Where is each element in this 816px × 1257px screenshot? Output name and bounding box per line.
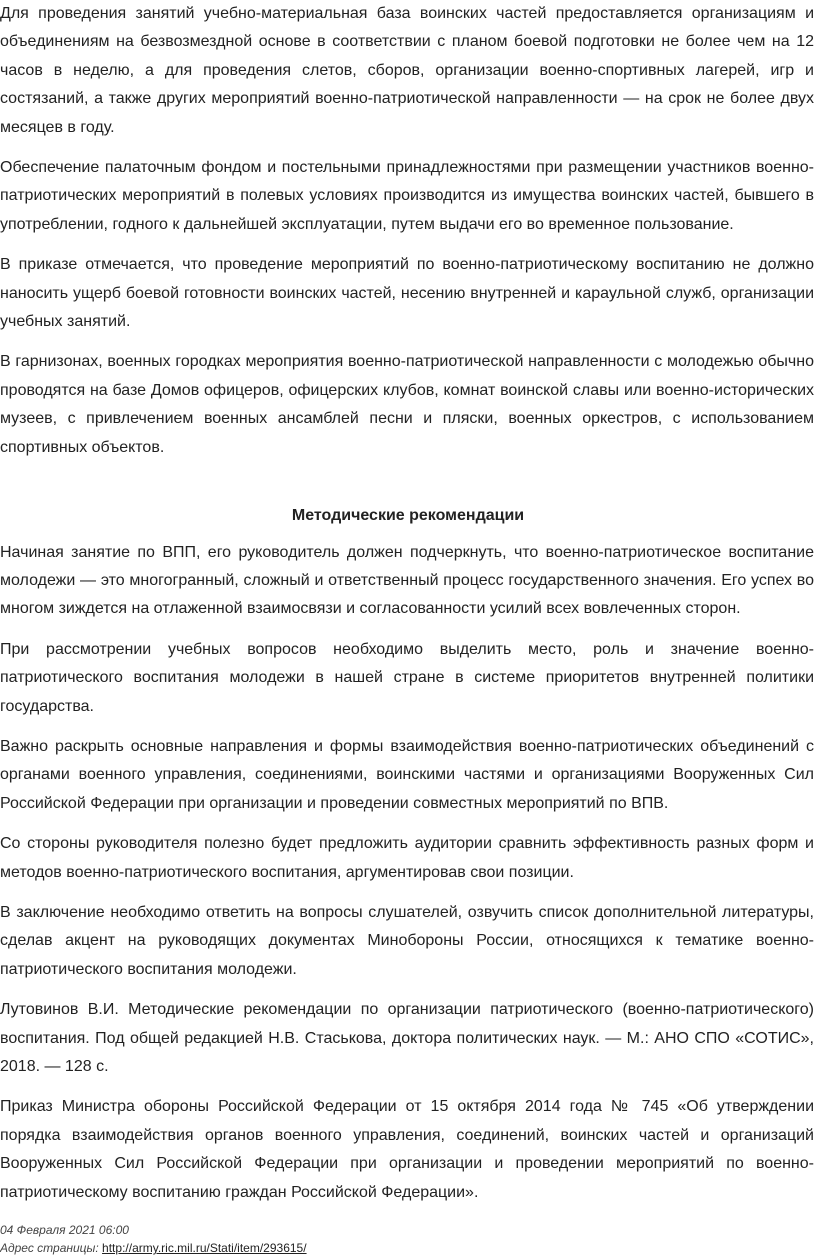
paragraph-gap [0, 818, 816, 830]
paragraph-gap [0, 142, 816, 154]
page-address-label: Адрес страницы: [0, 1241, 99, 1256]
paragraph: В приказе отмечается, что проведение мероприятий по военно-патриотическому воспитанию не должно наносить ущерб боевой готовности воинских частей, несению внутренней и караульной служб, организации учебных занятий. [0, 256, 814, 331]
paragraph: При рассмотрении учебных вопросов необходимо выделить место, роль и значение военно-патриотического воспитания молодежи в нашей стране в системе приоритетов внутренней политики государства. [0, 640, 814, 715]
paragraph-gap [0, 984, 816, 996]
paragraph: Обеспечение палаточным фондом и постельными принадлежностями при размещении участников военно-патриотических мероприятий в полевых условиях производится из имущества воинских частей, бывшего в употреблении, годного к дальнейшей эксплуатации, путем выдачи его во временное пользование. [0, 159, 814, 233]
page-address [0, 1239, 816, 1257]
reference-paragraph: Лутовинов В.И. Методические рекомендации по организации патриотического (военно-патриотического) воспитания. Под общей редакцией Н.В. Стаськова, доктора политических наук. — М.: АНО СПО «СОТИС», 2018. — 128 с. [0, 1001, 814, 1075]
reference-paragraph: Приказ Министра обороны Российской Федерации от 15 октября 2014 года № 745 «Об утверждении порядка взаимодействия органов военного управления, соединений, воинских частей и организаций Вооруженных Сил Российской Федерации при организации и проведении мероприятий по военно-патриотическому воспитанию граждан Российской Федерации». [0, 1098, 814, 1201]
paragraph: Со стороны руководителя полезно будет предложить аудитории сравнить эффективность разных форм и методов военно-патриотического воспитания, аргументировав свои позиции. [0, 835, 814, 881]
paragraph: В гарнизонах, военных городках мероприятия военно-патриотической направленности с молодежью обычно проводятся на базе Домов офицеров, офицерских клубов, комнат воинской славы или военно-исторических музеев, с привлечением военных ансамблей песни и пляски, военных оркестров, с использованием спортивных объектов. [0, 353, 814, 456]
page-address-link[interactable]: http://army.ric.mil.ru/Stati/item/293615/ [102, 1241, 307, 1256]
paragraph-gap [0, 239, 816, 251]
section-spacer [0, 462, 816, 502]
publication-date: 04 Февраля 2021 06:00 [0, 1223, 129, 1238]
section-heading: Методические рекомендации [291, 507, 525, 525]
paragraph: Для проведения занятий учебно-материальная база воинских частей предоставляется организациям и объединениям на безвозмездной основе в соответствии с планом боевой подготовки не более чем на 12 часов в неделю, а для проведения слетов, сборов, организации военно-спортивных лагерей, игр и состязаний, а также других мероприятий военно-патриотической направленности — на срок не более двух месяцев в году. [0, 5, 814, 136]
paragraph: Важно раскрыть основные направления и формы взаимодействия военно-патриотических объединений с органами военного управления, соединениями, воинскими частями и организациями Вооруженных Сил Российской Федерации при организации и проведении совместных мероприятий по ВПВ. [0, 737, 814, 812]
paragraph-gap [0, 1081, 816, 1093]
paragraph: В заключение необходимо ответить на вопросы слушателей, озвучить список дополнительной литературы, сделав акцент на руководящих документах Минобороны России, относящихся к тематике военно-патриотического воспитания молодежи. [0, 903, 814, 978]
paragraph: Начиная занятие по ВПП, его руководитель должен подчеркнуть, что военно-патриотическое воспитание молодежи — это многогранный, сложный и ответственный процесс государственного значения. Его успех во многом зиждется на отлаженной взаимосвязи и согласованности усилий всех вовлеченных сторон. [0, 543, 814, 618]
footer-spacer [0, 1207, 816, 1221]
paragraph-gap [0, 887, 816, 899]
paragraph-gap [0, 336, 816, 348]
paragraph-gap [0, 721, 816, 733]
paragraph-gap [0, 624, 816, 636]
